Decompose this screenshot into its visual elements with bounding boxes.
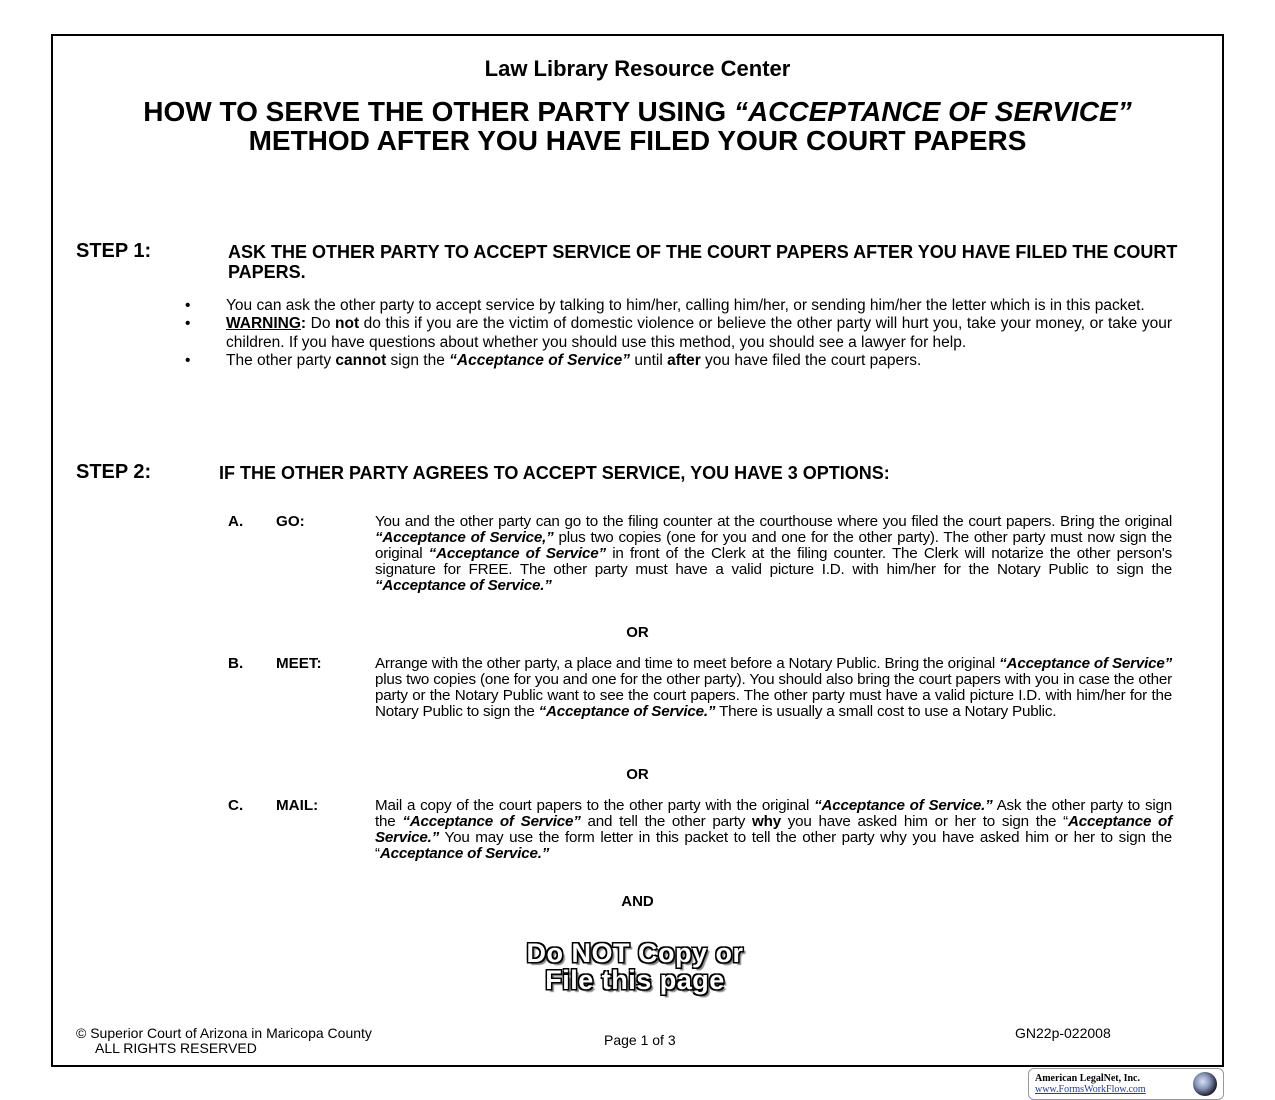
option-letter: C. — [228, 797, 244, 814]
badge-name: American LegalNet, Inc. — [1035, 1073, 1140, 1084]
organization-name: Law Library Resource Center — [484, 56, 791, 81]
text-segment: Mail a copy of the court papers to the other party with the original — [375, 797, 815, 814]
step2-heading: IF THE OTHER PARTY AGREES TO ACCEPT SERVICE, YOU HAVE 3 OPTIONS: — [219, 463, 890, 483]
option-keyword: GO: — [276, 513, 305, 530]
option-meet — [228, 656, 1172, 720]
or-separator: OR — [626, 766, 649, 783]
step2-label: STEP 2: — [76, 461, 152, 483]
rich-text — [226, 297, 1145, 314]
text-segment: “Acceptance of Service.” — [538, 702, 716, 720]
watermark — [440, 940, 830, 994]
rights-text: ALL RIGHTS RESERVED — [95, 1040, 257, 1056]
form-code: GN22p-022008 — [1015, 1025, 1111, 1041]
page-title — [80, 97, 1195, 155]
text-segment: “Acceptance of Service” — [449, 351, 631, 369]
bullet-icon: • — [185, 297, 191, 314]
option-keyword: MAIL: — [276, 797, 319, 814]
text-segment: why — [752, 812, 781, 830]
text-segment: Ask the other party to sign the — [375, 797, 1173, 830]
option-go — [228, 514, 1172, 594]
text-segment: “Acceptance of Service” — [999, 655, 1172, 672]
footer-copyright — [76, 1026, 372, 1056]
bullet-icon: • — [185, 315, 191, 333]
text-segment: WARNING — [226, 315, 301, 333]
text-segment: Do — [306, 315, 336, 333]
copyright-text: © Superior Court of Arizona in Maricopa County — [76, 1025, 372, 1041]
watermark-line: Do NOT Copy or — [526, 938, 744, 968]
text-segment: after — [667, 351, 701, 369]
text-segment: “Acceptance of Service.” — [375, 576, 552, 594]
text-segment: you have asked him or her to sign the “ — [780, 812, 1068, 830]
text-segment: and tell the other party — [580, 812, 752, 830]
or-separator: OR — [626, 624, 649, 641]
option-mail — [228, 798, 1172, 862]
title-text: HOW TO SERVE THE OTHER PARTY USING — [143, 96, 734, 127]
text-segment: sign the — [386, 351, 450, 369]
text-segment: There is usually a small cost to use a Notary Public. — [715, 702, 1057, 720]
text-segment: you have filed the court papers. — [700, 351, 922, 369]
option-letter: A. — [228, 513, 244, 530]
text-segment: “Acceptance of Service” — [402, 812, 581, 830]
bullet-item — [185, 352, 1172, 370]
text-segment: not — [335, 315, 360, 333]
step1-heading: ASK THE OTHER PARTY TO ACCEPT SERVICE OF THE COURT PAPERS AFTER YOU HAVE FILED THE COURT PAPERS. — [228, 242, 1178, 282]
option-text — [375, 798, 1172, 862]
text-segment: You can ask the other party to accept service by talking to him/her, calling him/her, or sending him/her the letter which is in this packet. — [226, 297, 1145, 314]
text-segment: until — [630, 351, 668, 369]
text-segment: “Acceptance of Service.” — [814, 797, 993, 814]
bullet-item — [185, 297, 1172, 315]
option-keyword: MEET: — [276, 655, 322, 672]
option-text — [375, 656, 1172, 720]
text-segment: You may use the form letter in this packet to tell the other party why you have asked him or her to sign the “ — [375, 828, 1172, 862]
title-line2: METHOD AFTER YOU HAVE FILED YOUR COURT PAPERS — [248, 125, 1027, 156]
american-legalnet-badge[interactable] — [1028, 1068, 1224, 1100]
step1-label: STEP 1: — [76, 240, 152, 262]
text-segment: Acceptance of Service.” — [375, 812, 1172, 846]
text-segment: do this if you are the victim of domestic violence or believe the other party will hurt you, take your money, or take your children. If you have questions about whether you should use this method, you should see a lawyer for help. — [226, 315, 1172, 351]
title-italic: “ACCEPTANCE OF SERVICE” — [733, 96, 1132, 127]
option-letter: B. — [228, 655, 244, 672]
text-segment: You and the other party can go to the filing counter at the courthouse where you filed the court papers. Bring the original — [375, 513, 1172, 530]
text-segment: plus two copies (one for you and one for the other party). You should also bring the court papers with you in case the other party or the Notary Public want to see the court papers. The other party must have a valid picture I.D. with him/her for the Notary Public to sign the — [375, 670, 1172, 720]
text-segment: : — [300, 315, 307, 333]
text-segment: plus two copies (one for you and one for the other party). The other party must now sign the original — [375, 528, 1172, 562]
watermark-line: File this page — [545, 965, 725, 995]
text-segment: cannot — [335, 351, 387, 369]
option-text — [375, 514, 1172, 594]
text-segment: Acceptance of Service.” — [379, 844, 550, 862]
rich-text — [226, 315, 1172, 350]
text-segment: “Acceptance of Service” — [428, 544, 606, 562]
and-separator: AND — [621, 893, 654, 910]
bullet-item — [185, 315, 1172, 352]
badge-link[interactable]: www.FormsWorkFlow.com — [1035, 1084, 1146, 1095]
text-segment: Arrange with the other party, a place and time to meet before a Notary Public. Bring the original — [375, 655, 1000, 672]
text-segment: The other party — [226, 351, 336, 369]
page-number: Page 1 of 3 — [604, 1032, 676, 1048]
bullet-icon: • — [185, 351, 191, 369]
text-segment: in front of the Clerk at the filing counter. The Clerk will notarize the other person's signature for FREE. The other party must have a valid picture I.D. with him/her for the Notary Public to sign the — [375, 544, 1173, 578]
globe-icon — [1193, 1072, 1217, 1096]
text-segment: “Acceptance of Service,” — [375, 528, 554, 546]
rich-text — [226, 352, 921, 369]
step1-bullets — [185, 297, 1172, 370]
